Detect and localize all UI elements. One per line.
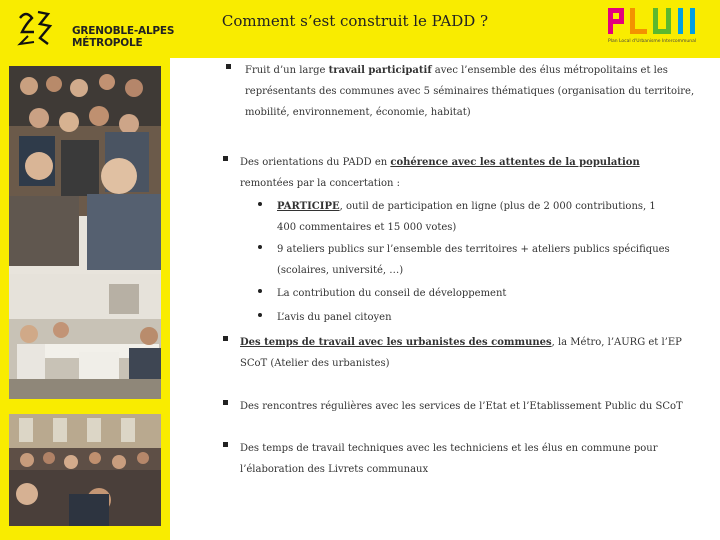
plui-logo xyxy=(606,6,702,50)
list-item-emphasis: travail participatif xyxy=(328,65,432,76)
square-bullet-icon xyxy=(223,400,228,405)
square-bullet-icon xyxy=(223,442,228,447)
round-bullet-icon xyxy=(258,313,262,317)
org-name: GRENOBLE-ALPES MÉTROPOLE xyxy=(72,25,175,49)
round-bullet-icon xyxy=(258,202,262,206)
page-title: Comment s’est construit le PADD ? xyxy=(221,12,489,30)
seminar-photo xyxy=(9,66,161,274)
list-item-text: Des orientations du PADD en xyxy=(240,157,391,168)
header-bar xyxy=(0,0,720,58)
list-item-emphasis: cohérence avec les attentes de la population xyxy=(390,157,640,168)
list-item-text: avec l’ensemble des élus métropolitains et les représentants des communes avec 5 séminaires thématiques (organisation du territoire, mobilité, environnement, économie, habitat) xyxy=(245,65,695,118)
sub-list-item-text: , outil de participation en ligne (plus de 2 000 contributions, 1 400 commentaires et 15 000 votes) xyxy=(277,201,656,233)
list-item-emphasis: Des temps de travail avec les urbanistes des communes xyxy=(240,337,552,348)
sub-list-item-text: 9 ateliers publics sur l’ensemble des territoires + ateliers publics spécifiques (scolaires, université, …) xyxy=(277,244,670,276)
sub-list-item-text: L’avis du panel citoyen xyxy=(277,312,392,323)
square-bullet-icon xyxy=(226,64,231,69)
square-bullet-icon xyxy=(223,336,228,341)
sub-list-item-text: La contribution du conseil de développement xyxy=(277,288,507,299)
list-item-text: Fruit d’un large xyxy=(245,65,329,76)
plui-tagline: Plan Local d'Urbanisme Intercommunal xyxy=(608,39,697,44)
plui-letters-icon xyxy=(606,6,702,38)
list-item-text: remontées par la concertation : xyxy=(240,178,401,189)
photo-column xyxy=(0,58,170,540)
public-meeting-photo xyxy=(9,414,161,526)
workshop-photo xyxy=(9,274,161,399)
round-bullet-icon xyxy=(258,245,262,249)
list-item-text: Des rencontres régulières avec les services de l’Etat et l’Etablissement Public du SCoT xyxy=(240,401,683,412)
participe-link[interactable]: PARTICIPE xyxy=(277,201,340,212)
list-item-text: , la Métro, l’AURG et l’EP SCoT (Atelier des urbanistes) xyxy=(240,337,682,369)
round-bullet-icon xyxy=(258,289,262,293)
list-item-text: Des temps de travail techniques avec les techniciens et les élus en commune pour l’élaboration des Livrets communaux xyxy=(240,443,658,475)
square-bullet-icon xyxy=(223,156,228,161)
